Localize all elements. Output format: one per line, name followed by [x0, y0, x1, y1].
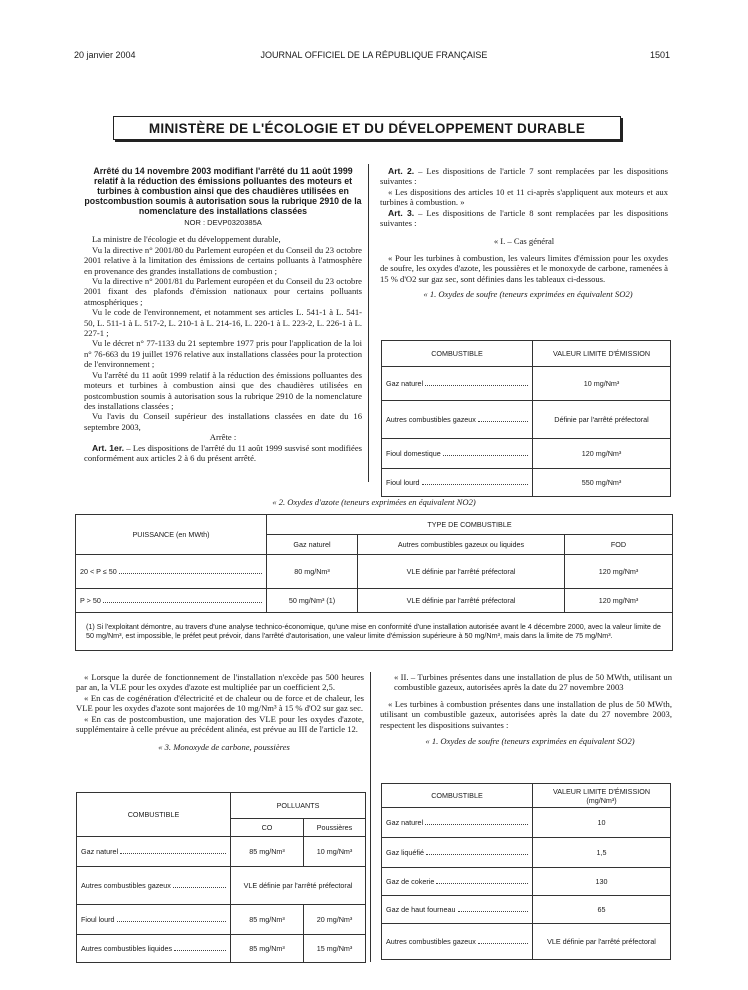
table-caption: « 1. Oxydes de soufre (teneurs exprimées en équivalent SO2): [425, 736, 635, 747]
table-row: [382, 868, 671, 896]
table-caption: « 3. Monoxyde de carbone, poussières: [158, 742, 290, 753]
header-date: 20 janvier 2004: [74, 50, 136, 60]
table-caption: « 2. Oxydes d'azote (teneurs exprimées en équivalent NO2): [272, 497, 476, 507]
lower-right-column: [380, 672, 672, 746]
table-cell: Gaz de cokerie: [386, 877, 435, 886]
article-text: – Les dispositions de l'article 7 sont remplacées par les dispositions suivantes :: [380, 166, 669, 187]
table-row: [382, 401, 671, 439]
ministry-banner: MINISTÈRE DE L'ÉCOLOGIE ET DU DÉVELOPPEMENT DURABLE: [113, 116, 621, 140]
table-row: [77, 935, 366, 963]
table-row: [382, 924, 671, 960]
table-row: [382, 367, 671, 401]
paragraph: La ministre de l'écologie et du développement durable,: [92, 234, 281, 245]
column-divider: [370, 672, 371, 962]
table-cell: Autres combustibles gazeux: [386, 937, 476, 946]
table-cell: 130: [533, 868, 671, 896]
table-row: [77, 905, 366, 935]
table-header: COMBUSTIBLE: [382, 784, 533, 808]
table-header: TYPE DE COMBUSTIBLE: [267, 515, 673, 535]
table-row: [382, 469, 671, 497]
paragraph: « En cas de cogénération d'électricité et de chaleur ou de force et de chaleur, les VLE pour les oxydes d'azote sont majorées de 10 mg/Nm³ à 15 % d'O2 sur gaz sec.: [76, 692, 364, 714]
article-text: – Les dispositions de l'arrêté du 11 août 1999 susvisé sont modifiées conformément aux articles 2 à 6 du présent arrêté.: [84, 442, 362, 463]
table-cell: VLE définie par l'arrêté préfectoral: [231, 867, 366, 905]
table-row: [382, 838, 671, 868]
table-cell: VLE définie par l'arrêté préfectoral: [358, 589, 565, 613]
table-cell: 85 mg/Nm³: [231, 905, 304, 935]
table-cell: 120 mg/Nm³: [565, 555, 673, 589]
table-cell: VLE définie par l'arrêté préfectoral: [358, 555, 565, 589]
table-cell: 85 mg/Nm³: [231, 935, 304, 963]
table-header: VALEUR LIMITE D'ÉMISSION: [533, 341, 671, 367]
table-cell: 20 mg/Nm³: [304, 905, 366, 935]
section-heading: « I. – Cas général: [493, 236, 555, 247]
paragraph: « En cas de postcombustion, une majoration des VLE pour les oxydes d'azote, supplémentaire à celle prévue au précédent alinéa, est prévue au III de l'article 12.: [76, 713, 364, 735]
table-cell: Définie par l'arrêté préfectoral: [533, 401, 671, 439]
table-cell: 15 mg/Nm³: [304, 935, 366, 963]
quote: « Les dispositions des articles 10 et 11 ci-après s'appliquent aux moteurs et aux turbines à combustion. »: [380, 186, 668, 208]
table-cell: VLE définie par l'arrêté préfectoral: [533, 924, 671, 960]
header-page-number: 1501: [650, 50, 671, 60]
paragraph: « Lorsque la durée de fonctionnement de l'installation n'excède pas 500 heures par an, la VLE pour les oxydes d'azote est multipliée par un coefficient 2,5.: [76, 672, 364, 693]
table-cell: 550 mg/Nm³: [533, 469, 671, 497]
table-cell: 65: [533, 896, 671, 924]
table-subheader: CO: [231, 819, 304, 837]
table-row: [76, 555, 673, 589]
table-cell: 10 mg/Nm³: [533, 367, 671, 401]
table-cell: Autres combustibles liquides: [81, 944, 173, 953]
table-sox: [381, 340, 671, 497]
table-cell: Gaz naturel: [386, 818, 424, 827]
table-row: [77, 867, 366, 905]
article-label: Art. 3.: [388, 207, 415, 218]
paragraph: Vu l'arrêté du 11 août 1999 relatif à la réduction des émissions polluantes des moteurs et turbines à combustion ainsi que des chaudières utilisées en postcombustion soumis à autorisation sous la rubrique 2910 de la nomenclature des installations classées ;: [84, 369, 362, 411]
decree-title: Arrêté du 14 novembre 2003 modifiant l'arrêté du 11 août 1999 relatif à la réduction des émissions polluantes des moteurs et turbines à combustion ainsi que des chaudières utilisées en postcombustion soumis à autorisation sous la rubrique 2910 de la nomenclature des installations classées: [84, 166, 362, 216]
article-1: [84, 443, 362, 464]
arrete-heading: Arrête :: [209, 432, 237, 443]
table-cell: Gaz de haut fourneau: [386, 905, 456, 914]
table-cell: Autres combustibles gazeux: [81, 881, 171, 890]
table-cell: Gaz naturel: [81, 847, 119, 856]
table-cell: Fioul lourd: [386, 478, 420, 487]
paragraph: « Pour les turbines à combustion, les valeurs limites d'émission pour les oxydes de soufre, les oxydes d'azote, les poussières et le monoxyde de carbone, ramenées à 15 % d'O2 sur gaz sec, sont définies dans les tableaux ci-dessous.: [380, 252, 668, 284]
table-cell: 1,5: [533, 838, 671, 868]
header-journal-title: JOURNAL OFFICIEL DE LA RÉPUBLIQUE FRANÇAISE: [260, 50, 488, 60]
table-cell: 85 mg/Nm³: [231, 837, 304, 867]
table-subheader: Poussières: [304, 819, 366, 837]
table-header: COMBUSTIBLE: [382, 341, 533, 367]
table-cell: 10 mg/Nm³: [304, 837, 366, 867]
table-nox: [75, 514, 673, 651]
table-header: PUISSANCE (en MWth): [76, 515, 267, 555]
table-cell: Gaz naturel: [386, 379, 424, 388]
paragraph: Vu l'avis du Conseil supérieur des installations classées en date du 16 septembre 2003,: [84, 411, 362, 432]
table-footnote: (1) Si l'exploitant démontre, au travers d'une analyse technico-économique, qu'une mise en conformité d'une installation autorisée avant le 4 décembre 2000, avec la valeur limite de 50 mg/Nm³, est impossible, le préfet peut prévoir, dans l'arrêté d'autorisation, une valeur limite d'émission supérieure à 50 mg/Nm³, mais dans la limite de 75 mg/Nm³.: [76, 613, 673, 651]
table-cell: Autres combustibles gazeux: [386, 415, 476, 424]
article-label: Art. 2.: [388, 166, 415, 176]
table-sox-gas: [381, 783, 671, 960]
table-row: [76, 589, 673, 613]
paragraph: Vu la directive n° 2001/80 du Parlement européen et du Conseil du 23 octobre 2001 relative à la limitation des émissions de certains polluants à l'atmosphère en provenance des grandes installations de combustion ;: [84, 244, 362, 276]
table-cell: 10: [533, 808, 671, 838]
article-label: Art. 1er.: [92, 442, 125, 453]
table-cell: Fioul domestique: [386, 449, 441, 458]
article-2: [380, 166, 668, 187]
paragraph: « Les turbines à combustion présentes dans une installation de plus de 50 MWth, utilisant un combustible gazeux, autorisées après la date du 27 novembre 2003, respectent les dispositions suivantes :: [380, 698, 672, 730]
table-co-dust: [76, 792, 366, 963]
article-3: [380, 208, 668, 229]
lower-left-column: [76, 672, 364, 753]
paragraph: Vu le code de l'environnement, et notamment ses articles L. 541-1 à L. 541-50, L. 511-1 à L. 517-2, L. 210-1 à L. 214-16, L. 220-1 à L. 223-2, L. 226-1 à L. 227-1 ;: [84, 307, 362, 339]
table-row: [382, 439, 671, 469]
table-cell: Fioul lourd: [81, 915, 115, 924]
table-header: VALEUR LIMITE D'ÉMISSION (mg/Nm³): [533, 784, 671, 808]
table-cell: 50 mg/Nm³ (1): [267, 589, 358, 613]
table-row: [382, 896, 671, 924]
table-cell: Gaz liquéfié: [386, 848, 424, 857]
table-row: [77, 837, 366, 867]
table-cell: 120 mg/Nm³: [533, 439, 671, 469]
table-subheader: FOD: [565, 535, 673, 555]
table-cell: 80 mg/Nm³: [267, 555, 358, 589]
table-caption: « 1. Oxydes de soufre (teneurs exprimées en équivalent SO2): [423, 289, 633, 300]
table-subheader: Autres combustibles gazeux ou liquides: [358, 535, 565, 555]
paragraph: Vu le décret n° 77-1133 du 21 septembre 1977 pris pour l'application de la loi n° 76-663 du 19 juillet 1976 relative aux installations classées pour la protection de l'environnement ;: [84, 338, 362, 370]
paragraph: Vu la directive n° 2001/81 du Parlement européen et du Conseil du 23 octobre 2001 fixant des plafonds d'émission nationaux pour certains polluants atmosphériques ;: [84, 276, 362, 307]
article-text: – Les dispositions de l'article 8 sont remplacées par les dispositions suivantes :: [380, 207, 669, 229]
section-heading: « II. – Turbines présentes dans une installation de plus de 50 MWth, utilisant un combustible gazeux, autorisées après la date du 27 novembre 2003: [394, 672, 672, 693]
nor-reference: NOR : DEVP0320385A: [184, 218, 262, 227]
table-cell: 20 < P ≤ 50: [80, 567, 117, 576]
table-subheader: Gaz naturel: [267, 535, 358, 555]
left-column: [84, 166, 362, 463]
table-cell: 120 mg/Nm³: [565, 589, 673, 613]
right-column: [380, 166, 668, 299]
column-divider: [368, 164, 369, 482]
table-header: POLLUANTS: [231, 793, 366, 819]
table-cell: P > 50: [80, 596, 101, 605]
table-row: [382, 808, 671, 838]
table-header: COMBUSTIBLE: [77, 793, 231, 837]
